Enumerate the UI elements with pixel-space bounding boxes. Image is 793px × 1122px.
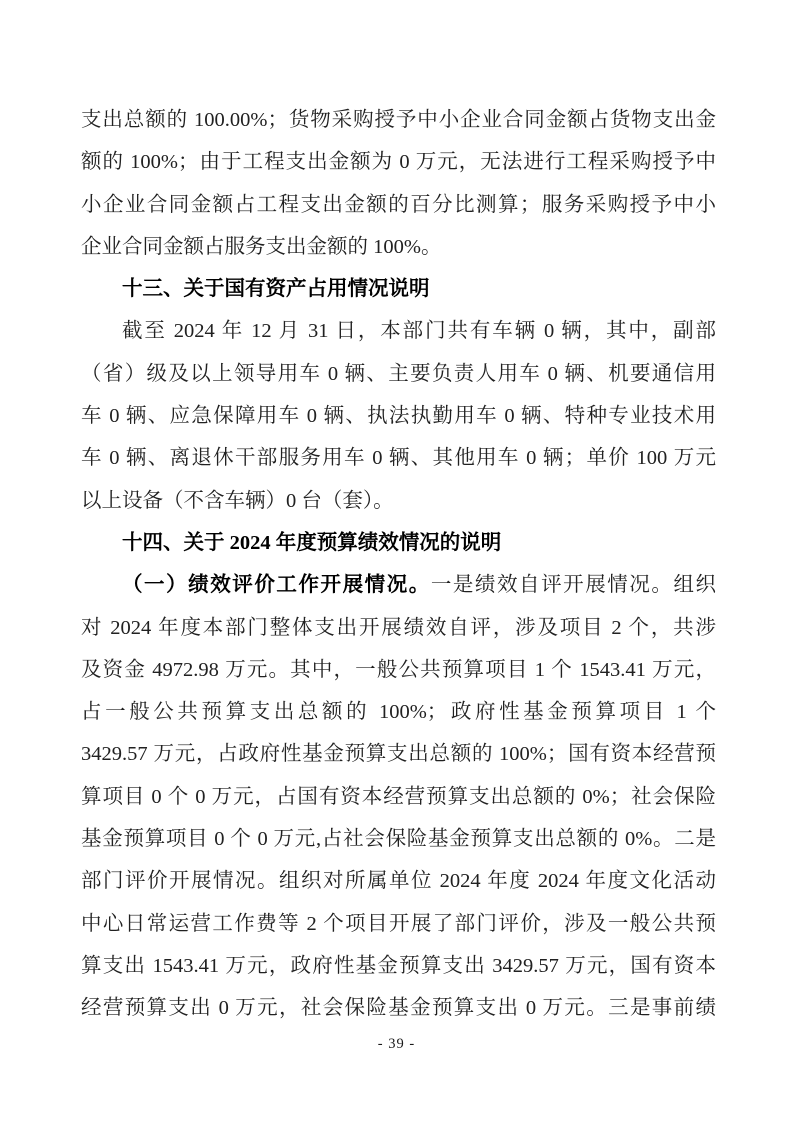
text-run: 十四、关于 2024 年度预算绩效情况的说明 [122,531,502,554]
text-line [81,564,716,606]
text-run: 十三、关于国有资产占用情况说明 [122,278,430,301]
text-line [81,733,716,775]
text-run: 小企业合同金额占工程支出金额的百分比测算；服务采购授予中小 [81,193,716,216]
text-run: 企业合同金额占服务支出金额的 100%。 [81,235,442,258]
text-line [81,141,716,183]
text-run: 算项目 0 个 0 万元，占国有资本经营预算支出总额的 0%；社会保险 [81,785,716,808]
text-run: 车 0 辆、应急保障用车 0 辆、执法执勤用车 0 辆、特种专业技术用 [81,405,716,428]
text-run: 额的 100%；由于工程支出金额为 0 万元，无法进行工程采购授予中 [81,151,716,174]
document-body [81,99,716,1030]
text-line [81,480,716,522]
text-line [81,649,716,691]
text-run: 以上设备（不含车辆）0 台（套）。 [81,489,394,512]
text-run: 中心日常运营工作费等 2 个项目开展了部门评价，涉及一般公共预 [81,912,716,935]
text-run: 车 0 辆、离退休干部服务用车 0 辆、其他用车 0 辆；单价 100 万元 [81,447,716,470]
text-run: 一是绩效自评开展情况。组织 [430,574,716,597]
text-run: （省）级及以上领导用车 0 辆、主要负责人用车 0 辆、机要通信用 [81,362,716,385]
page-number: - 39 - [377,1036,416,1052]
text-line [81,903,716,945]
text-run: 对 2024 年度本部门整体支出开展绩效自评，涉及项目 2 个，共涉 [81,616,716,639]
text-run: 支出总额的 100.00%；货物采购授予中小企业合同金额占货物支出金 [81,109,716,131]
text-line [81,437,716,479]
text-run: 占一般公共预算支出总额的 100%；政府性基金预算项目 1 个 [81,701,716,724]
text-run: 及资金 4972.98 万元。其中，一般公共预算项目 1 个 1543.41 万元， [81,658,716,681]
text-run: 3429.57 万元，占政府性基金预算支出总额的 100%；国有资本经营预 [81,743,716,766]
text-line [81,945,716,987]
heading-line [81,268,716,310]
text-line [81,818,716,860]
text-line [81,99,716,141]
text-line [81,607,716,649]
text-line [81,226,716,268]
text-line [81,860,716,902]
heading-line [81,522,716,564]
text-run: 经营预算支出 0 万元，社会保险基金预算支出 0 万元。三是事前绩 [81,997,716,1020]
text-line [81,776,716,818]
text-line [81,184,716,226]
text-run: 基金预算项目 0 个 0 万元,占社会保险基金预算支出总额的 0%。二是 [81,828,716,851]
text-run: 截至 2024 年 12 月 31 日，本部门共有车辆 0 辆，其中，副部 [122,320,716,343]
text-run: 算支出 1543.41 万元，政府性基金预算支出 3429.57 万元，国有资本 [81,954,716,977]
text-line [81,395,716,437]
text-line [81,310,716,352]
text-run: 部门评价开展情况。组织对所属单位 2024 年度 2024 年度文化活动 [81,870,716,893]
text-line [81,987,716,1029]
text-line [81,353,716,395]
text-run: （一）绩效评价工作开展情况。 [122,574,431,597]
text-line [81,691,716,733]
